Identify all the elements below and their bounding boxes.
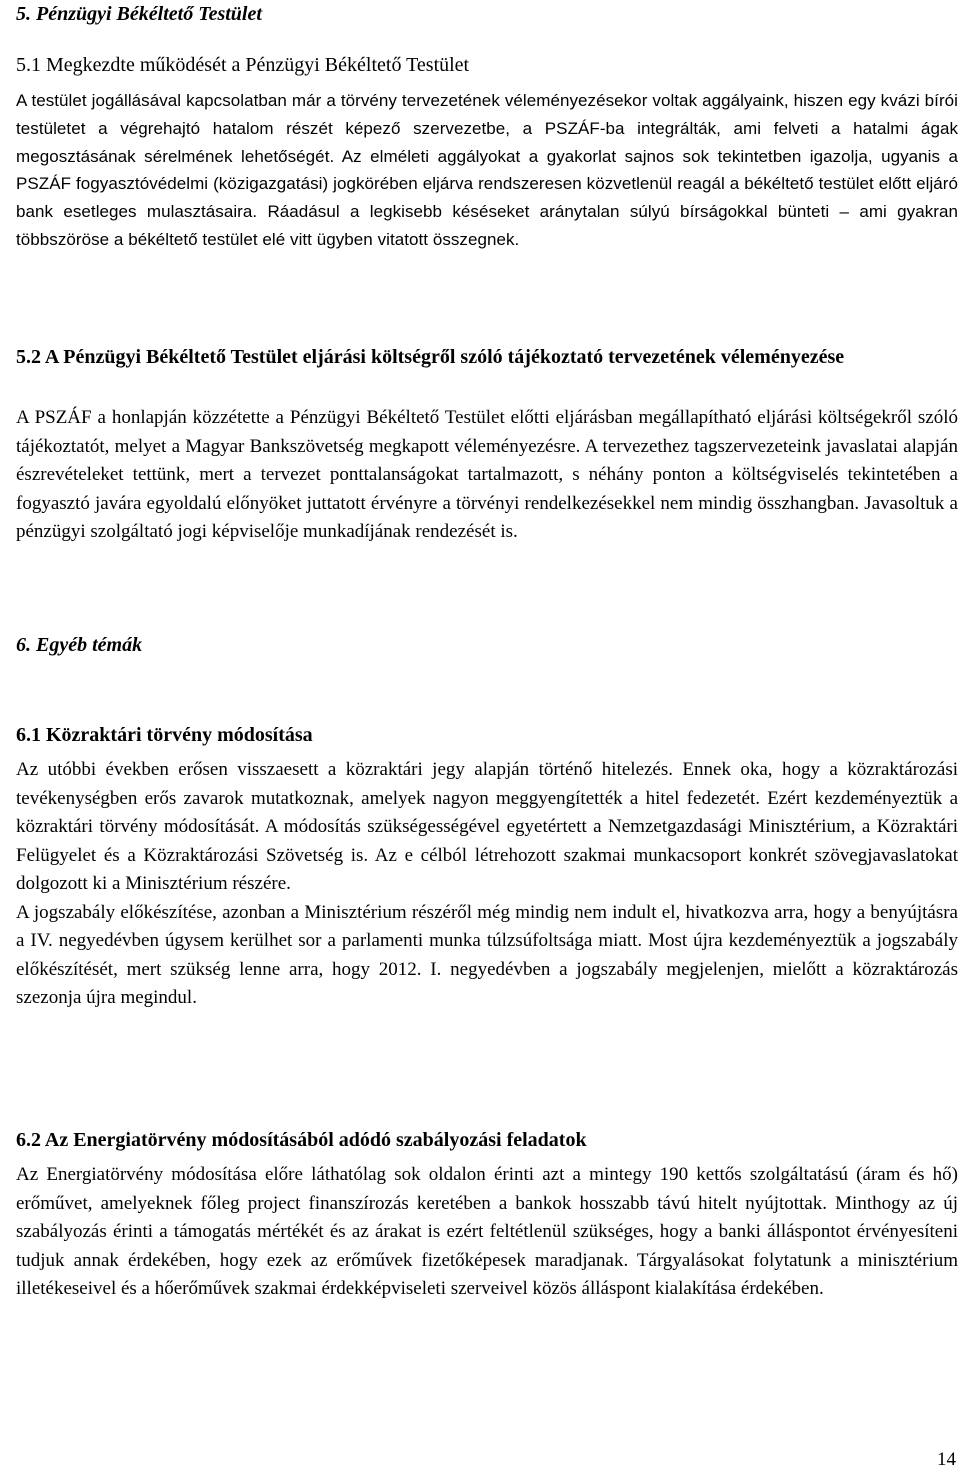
section-5-1-paragraph: A testület jogállásával kapcsolatban már a törvény tervezetének véleményezésekor voltak aggályaink, hiszen egy kvázi bírói testületet a végrehajtó hatalom részét képező szervezetbe, a PSZÁF-ba integrálták, ami felveti a hatalmi ágak megosztásának sérelmének lehetőségét. Az elméleti aggályokat a gyakorlat sajnos sok tekintetben igazolja, ugyanis a PSZÁF fogyasztóvédelmi (közigazgatási) jogkörében eljárva rendszeresen közvetlenül reagál a békéltető testület előtt eljáró bank esetleges mulasztásaira. Ráadásul a legkisebb késéseket aránytalan súlyú bírságokkal bünteti – ami gyakran többszöröse a békéltető testület elé vitt ügyben vitatott összegnek. bbox=[16, 91, 958, 249]
section-5-heading: 5. Pénzügyi Békéltető Testület bbox=[16, 3, 262, 25]
section-5-2-paragraph: A PSZÁF a honlapján közzétette a Pénzügyi Békéltető Testület előtti eljárásban megállapítható eljárási költségekről szóló tájékoztatót, melyet a Magyar Bankszövetség megkapott véleményezésre. A tervezethez tagszervezeteink javaslatai alapján észrevételeket tettünk, mert a tervezet ponttalanságokat tartalmazott, s néhány ponton a költségviselés tekintetében a fogyasztó javára egyoldalú előnyöket juttatott érvényre a törvényi rendelkezésekkel nem mindig összhangban. Javasoltuk a pénzügyi szolgáltató jogi képviselője munkadíjának rendezését is. bbox=[16, 407, 958, 542]
section-5-1-body-block bbox=[16, 87, 958, 254]
section-6-2-paragraph: Az Energiatörvény módosítása előre láthatólag sok oldalon érinti azt a mintegy 190 kettős szolgáltatású (áram és hő) erőművet, amelyeknek főleg project finanszírozás keretében a bankok hosszabb távú hitelt nyújtottak. Minthogy az új szabályozás érinti a támogatás mértékét és az árakat is ezért feltétlenül szükséges, hogy a banki álláspontot érvényesíteni tudjuk annak érdekében, hogy ezek az erőművek fizetőképesek maradjanak. Tárgyalásokat folytatunk a minisztérium illetékeseivel és a hőerőművek szakmai érdekképviseleti szerveivel közös álláspont kialakítása érdekében. bbox=[16, 1164, 958, 1299]
section-5-2-heading: 5.2 A Pénzügyi Békéltető Testület eljárási költségről szóló tájékoztató tervezetének véleményezése bbox=[16, 346, 845, 368]
section-6-heading: 6. Egyéb témák bbox=[16, 634, 143, 656]
section-6-1-body-block bbox=[16, 756, 958, 1013]
page-number: 14 bbox=[937, 1449, 956, 1470]
section-5-1-heading: 5.1 Megkezdte működését a Pénzügyi Békéltető Testület bbox=[16, 54, 470, 76]
section-6-2-heading: 6.2 Az Energiatörvény módosításából adódó szabályozási feladatok bbox=[16, 1129, 587, 1151]
section-6-1-paragraph-2: A jogszabály előkészítése, azonban a Minisztérium részéről még mindig nem indult el, hivatkozva arra, hogy a benyújtásra a IV. negyedévben úgysem kerülhet sor a parlamenti munka túlzsúfoltsága miatt. Most újra kezdeményeztük a jogszabály előkészítését, mert szükség lenne arra, hogy 2012. I. negyedévben a jogszabály megjelenjen, mielőtt a közraktározás szezonja újra megindul. bbox=[16, 901, 958, 1008]
section-5-2-body-block bbox=[16, 404, 958, 547]
section-6-2-body-block bbox=[16, 1161, 958, 1304]
section-6-1-paragraph-1: Az utóbbi években erősen visszaesett a közraktári jegy alapján történő hitelezés. Ennek oka, hogy a közraktározási tevékenységben erős zavarok mutatkoznak, amelyek nagyon meggyengítették a hitel fedezetét. Ezért kezdeményeztük a közraktári törvény módosítását. A módosítás szükségességével egyetértett a Nemzetgazdasági Minisztérium, a Közraktári Felügyelet és a Közraktározási Szövetség is. Az e célból létrehozott szakmai munkacsoport konkrét szövegjavaslatokat dolgozott ki a Minisztérium részére. bbox=[16, 759, 958, 894]
section-6-1-heading: 6.1 Közraktári törvény módosítása bbox=[16, 724, 313, 746]
